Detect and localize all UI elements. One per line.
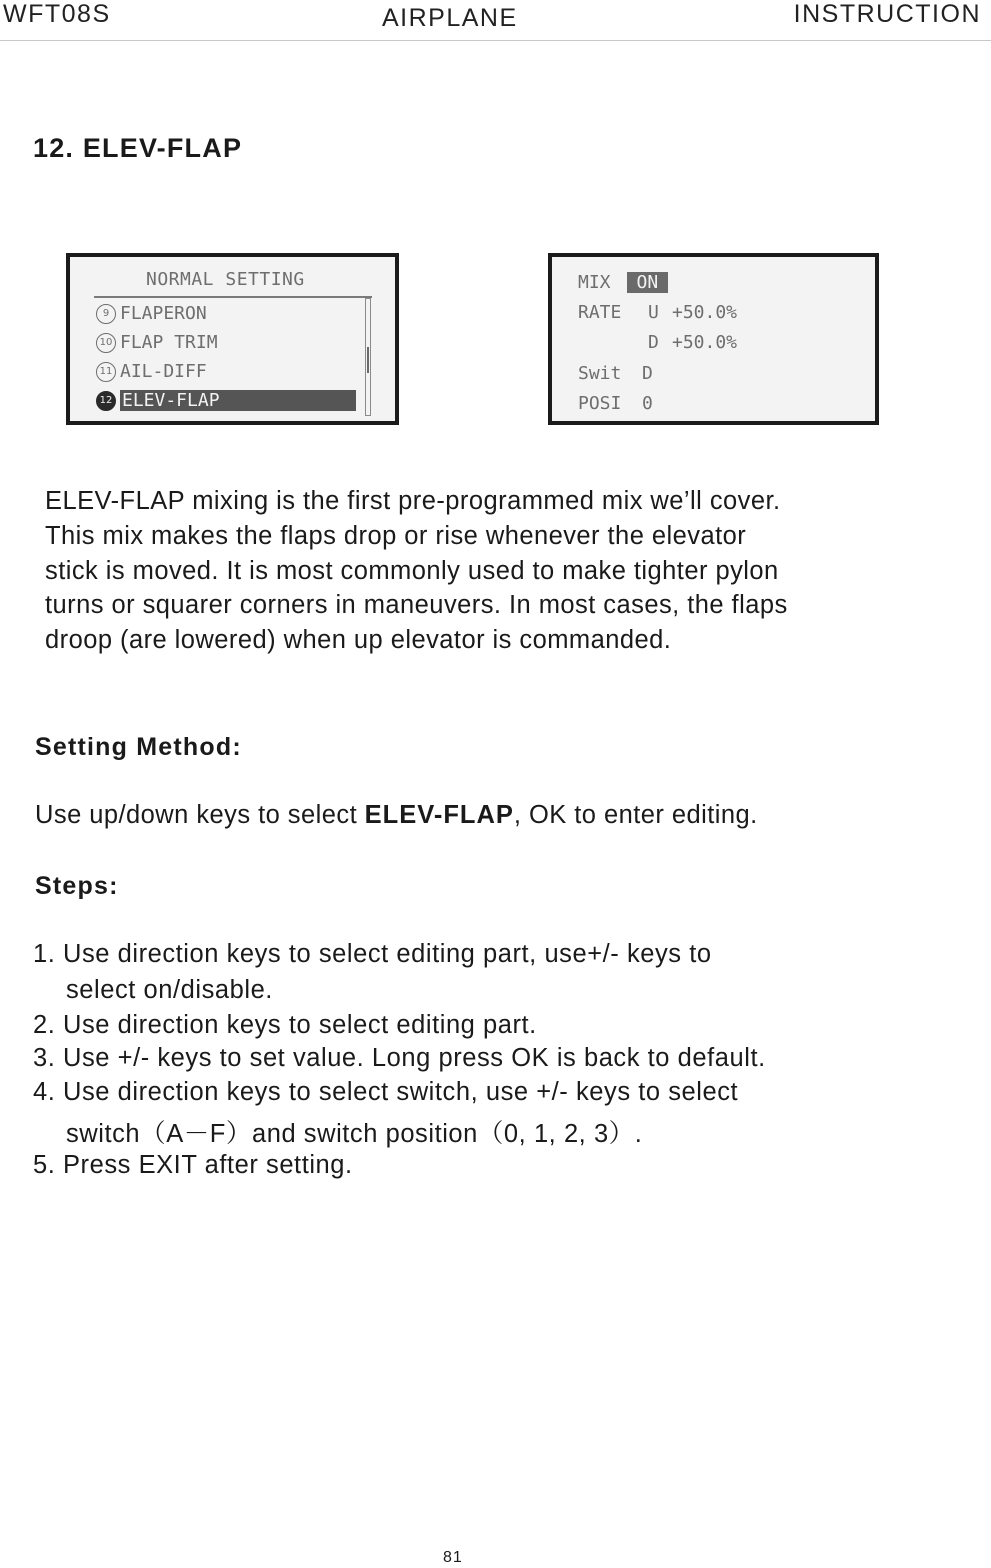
mix-on-value: ON [627,272,669,293]
setting-method-text: Use up/down keys to select ELEV-FLAP, OK to enter editing. [35,801,758,829]
section-title: 12. ELEV-FLAP [33,133,243,163]
position-value: 0 [642,393,653,414]
doc-type-label: INSTRUCTION [793,0,981,28]
down-label: D [648,332,659,353]
step-line: 3. Use +/- keys to set value. Long press OK is back to default. [33,1044,766,1072]
mix-row [578,272,668,293]
item-number-badge: 10 [96,333,116,353]
menu-item [96,300,358,327]
menu-item-label: ELEV-FLAP [120,390,356,411]
step-line: 4. Use direction keys to select switch, use +/- keys to select [33,1078,739,1106]
step-line: 2. Use direction keys to select editing part. [33,1011,537,1039]
mix-label: MIX [578,272,611,293]
switch-value: D [642,363,653,384]
item-number-badge: 11 [96,362,116,382]
step-line: 1. Use direction keys to select editing part, use+/- keys to [33,940,712,968]
lcd-menu-screenshot [66,253,399,425]
item-number-badge: 9 [96,304,116,324]
menu-heading: NORMAL SETTING [146,269,305,290]
menu-divider [94,296,372,298]
description-line: This mix makes the flaps drop or rise whenever the elevator [45,521,747,550]
description-paragraph [45,484,788,658]
menu-item-label: AIL-DIFF [120,361,207,382]
up-label: U [648,302,659,323]
model-name: WFT08S [3,0,111,28]
up-rate-value: +50.0% [672,302,738,323]
position-row [578,393,621,414]
down-rate-value: +50.0% [672,332,738,353]
page-number: 81 [443,1549,463,1566]
step-line-continued: select on/disable. [66,976,273,1004]
menu-item-label: FLAPERON [120,303,207,324]
menu-scrollbar [365,298,371,416]
rate-label: RATE [578,302,622,323]
header-divider [0,40,991,41]
position-label: POSI [578,393,622,414]
steps-heading: Steps: [35,872,119,900]
step-line: 5. Press EXIT after setting. [33,1151,353,1179]
menu-item [96,329,358,356]
setting-method-heading: Setting Method: [35,733,242,761]
switch-row [578,363,621,384]
description-line: stick is moved. It is most commonly used to make tighter pylon [45,556,779,585]
step-line-continued: switch（A－F）and switch position（0, 1, 2, 3）. [66,1120,643,1148]
menu-item-label: FLAP TRIM [120,332,218,353]
description-line: droop (are lowered) when up elevator is commanded. [45,626,672,655]
menu-item-selected [96,387,358,414]
menu-name-emphasis: ELEV-FLAP [364,801,514,829]
page-header [0,0,991,42]
switch-label: Swit [578,363,622,384]
description-line: turns or squarer corners in maneuvers. In most cases, the flaps [45,591,788,620]
menu-item [96,358,358,385]
category-label: AIRPLANE [382,4,518,32]
item-number-badge: 12 [96,391,116,411]
description-line: ELEV-FLAP mixing is the first pre-programmed mix we’ll cover. [45,487,781,515]
rate-row [578,302,621,323]
lcd-settings-screenshot [548,253,879,425]
